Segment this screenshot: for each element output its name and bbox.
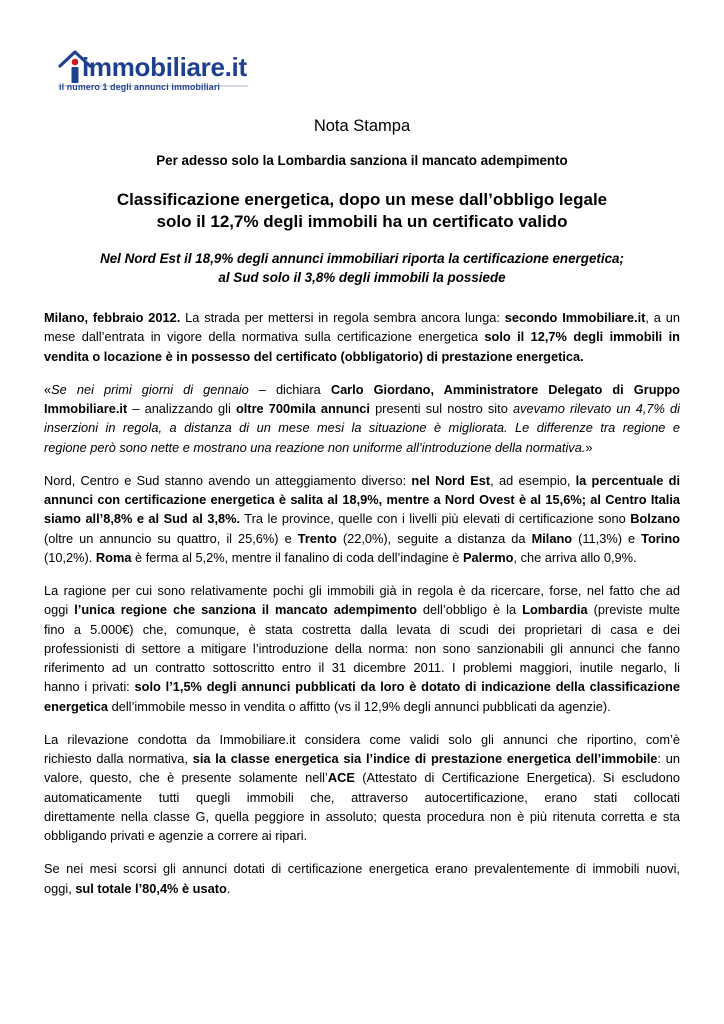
- text-run: dell’immobile messo in vendita o affitto (vs il 12,9% degli annunci pubblicati da agenzie).: [108, 698, 611, 714]
- italic-text: avevamo rilevato un 4,7% di: [512, 400, 680, 416]
- text-run: La ragione per cui sono relativamente pochi gli immobili già in regola è da ricercare, forse, nel fatto che ad: [44, 582, 680, 598]
- bold-text: siamo all’8,8% e al Sud al 3,8%.: [44, 511, 241, 527]
- bold-text: vendita o locazione è in possesso del certificato (obbligatorio) di prestazione energetica.: [44, 348, 584, 364]
- immobiliare-logo: [58, 46, 268, 96]
- text-run: obbligando privati e agenzie a correre ai ripari.: [44, 828, 308, 844]
- paragraph: [44, 308, 680, 366]
- bold-text: Torino: [641, 530, 680, 546]
- bold-text: oltre 700mila annunci: [235, 400, 370, 416]
- text-run: oggi: [44, 602, 75, 618]
- text-run: La rilevazione condotta da Immobiliare.it considera come validi solo gli annunci che riportino, com’è: [44, 731, 680, 747]
- logo-tagline: il numero 1 degli annunci immobiliari: [59, 82, 220, 92]
- bold-text: l’unica regione che sanziona il mancato adempimento: [74, 602, 417, 618]
- text-line: [44, 639, 680, 658]
- bold-text: nel Nord Est: [411, 472, 491, 488]
- text-run: – dichiara: [248, 381, 331, 397]
- headline-line: solo il 12,7% degli immobili ha un certificato valido: [156, 212, 568, 231]
- bold-text: sul totale l’80,4% è usato: [75, 880, 227, 896]
- bold-text: energetica: [44, 698, 109, 714]
- text-run: , a un: [645, 310, 680, 325]
- bold-text: Trento: [297, 530, 337, 546]
- text-run: (oltre un annuncio su quattro, il 25,6%) e: [44, 530, 298, 546]
- text-line: [44, 399, 680, 418]
- text-run: , ad esempio,: [490, 472, 576, 488]
- text-run: Se nei mesi scorsi gli annunci dotati di certificazione energetica erano prevalentemente di immobili nuovi,: [44, 861, 680, 877]
- paragraph: [44, 471, 680, 567]
- text-run: , che arriva allo 0,9%.: [513, 549, 637, 565]
- text-run: (10,2%).: [44, 549, 96, 565]
- bold-text: Lombardia: [522, 602, 588, 618]
- text-run: (Attestato di Certificazione Energetica). Si escludono: [354, 770, 680, 786]
- paragraph: [44, 859, 680, 898]
- text-line: [44, 548, 680, 567]
- bold-text: Carlo Giordano, Amministratore Delegato di Gruppo: [330, 381, 680, 397]
- bold-text: Milano, febbraio 2012.: [44, 310, 181, 325]
- text-run: oggi,: [44, 880, 76, 896]
- text-run: richiesto dalla normativa,: [44, 751, 193, 767]
- text-line: [44, 308, 680, 327]
- text-line: [44, 658, 680, 677]
- text-line: [44, 749, 680, 768]
- bold-text: secondo Immobiliare.it: [504, 310, 646, 325]
- paragraph: [44, 581, 680, 716]
- text-run: .: [226, 880, 231, 896]
- text-run: (11,3%) e: [572, 530, 642, 546]
- bold-text: ACE: [327, 770, 355, 786]
- text-run: automaticamente tutti quegli immobili che, attraverso autocertificazione, erano stati collocati: [44, 789, 680, 805]
- text-line: [44, 418, 680, 437]
- text-run: professionisti di settore a mitigare l’introduzione della norma: non sono sanzionabili gli annunci che fanno: [44, 640, 680, 656]
- text-line: [44, 859, 680, 878]
- text-run: (previste multe: [587, 602, 680, 618]
- paragraph: [44, 380, 680, 457]
- bold-text: Immobiliare.it: [44, 400, 128, 416]
- bold-text: la percentuale di: [575, 472, 680, 488]
- text-run: (22,0%), seguite a distanza da: [336, 530, 532, 546]
- nota-stampa-heading: Nota Stampa: [313, 117, 411, 135]
- bold-text: Milano: [531, 530, 573, 546]
- text-run: è ferma al 5,2%, mentre il fanalino di coda dell’indagine è: [131, 549, 463, 565]
- text-line: [44, 380, 680, 399]
- text-run: Tra le province, quelle con i livelli più elevati di certificazione sono: [240, 511, 631, 527]
- text-line: [44, 788, 680, 807]
- text-line: [44, 826, 680, 845]
- text-line: [44, 768, 680, 787]
- article-body: [44, 308, 680, 912]
- subheading: Per adesso solo la Lombardia sanziona il mancato adempimento: [156, 153, 568, 168]
- text-run: – analizzando gli: [127, 400, 236, 416]
- text-line: [44, 600, 680, 619]
- text-line: [44, 471, 680, 490]
- italic-text: regione però sono nette e mostrano una reazione non uniforme all’introduzione della normativa.: [44, 439, 586, 455]
- headline: [44, 189, 680, 233]
- text-run: mese dall’entrata in vigore della normativa sulla certificazione energetica: [44, 329, 485, 345]
- text-line: [44, 347, 680, 366]
- tagline-line: Nel Nord Est il 18,9% degli annunci immobiliari riporta la certificazione energetica;: [100, 251, 624, 266]
- bold-text: Bolzano: [630, 511, 680, 527]
- text-line: [44, 807, 680, 826]
- text-run: «: [44, 381, 52, 397]
- italic-text: Se nei primi giorni di gennaio: [51, 381, 249, 397]
- text-run: valore, questo, che è presente solamente nell’: [44, 770, 328, 786]
- text-line: [44, 620, 680, 639]
- bold-text: Palermo: [462, 549, 514, 565]
- italic-text: inserzioni in regola, a distanza di un mese mesi la situazione è migliorata. Le differenze tra regione e: [44, 420, 680, 436]
- bold-text: solo il 12,7% degli immobili in: [484, 329, 680, 345]
- text-line: [44, 581, 680, 600]
- text-line: [44, 490, 680, 509]
- text-run: direttamente nella classe G, quella peggiore in assoluto; questa procedura non è più ritenuta corretta e sta: [44, 809, 680, 825]
- bold-text: annunci con certificazione energetica è salita al 18,9%, mentre a Nord Ovest è al 15,6%; al Centro Italia: [44, 491, 680, 507]
- text-line: [44, 509, 680, 528]
- text-run: »: [585, 439, 593, 455]
- paragraph: [44, 730, 680, 846]
- text-line: [44, 697, 680, 716]
- text-line: [44, 327, 680, 346]
- bold-text: sia la classe energetica sia l’indice di prestazione energetica dell’immobile: [192, 751, 658, 767]
- text-line: [44, 730, 680, 749]
- bold-text: Roma: [95, 549, 132, 565]
- text-line: [44, 438, 680, 457]
- text-run: fino a 5.000€) che, comunque, è stata costretta dalla levata di scudi dei proprietari di casa e dei: [44, 621, 680, 637]
- text-run: : un: [657, 751, 680, 767]
- text-run: Nord, Centro e Sud stanno avendo un atteggiamento diverso:: [44, 472, 412, 488]
- text-line: [44, 879, 680, 898]
- text-line: [44, 677, 680, 696]
- headline-line: Classificazione energetica, dopo un mese dall’obbligo legale: [116, 190, 608, 209]
- text-run: riferimento ad un contratto sottoscritto entro il 31 dicembre 2011. I problemi maggiori, inutile negarlo, li: [44, 660, 680, 676]
- text-line: [44, 529, 680, 548]
- text-run: presenti sul nostro sito: [369, 400, 513, 416]
- text-run: hanno i privati:: [44, 679, 135, 695]
- bold-text: solo l’1,5% degli annunci pubblicati da loro è dotato di indicazione della classificazione: [134, 679, 680, 695]
- logo-wordmark: immobiliare.it: [82, 52, 247, 82]
- text-run: dell’obbligo è la: [416, 602, 523, 618]
- text-run: La strada per mettersi in regola sembra ancora lunga:: [180, 310, 505, 325]
- tagline: [44, 249, 680, 287]
- tagline-line: al Sud solo il 3,8% degli immobili la possiede: [218, 270, 506, 285]
